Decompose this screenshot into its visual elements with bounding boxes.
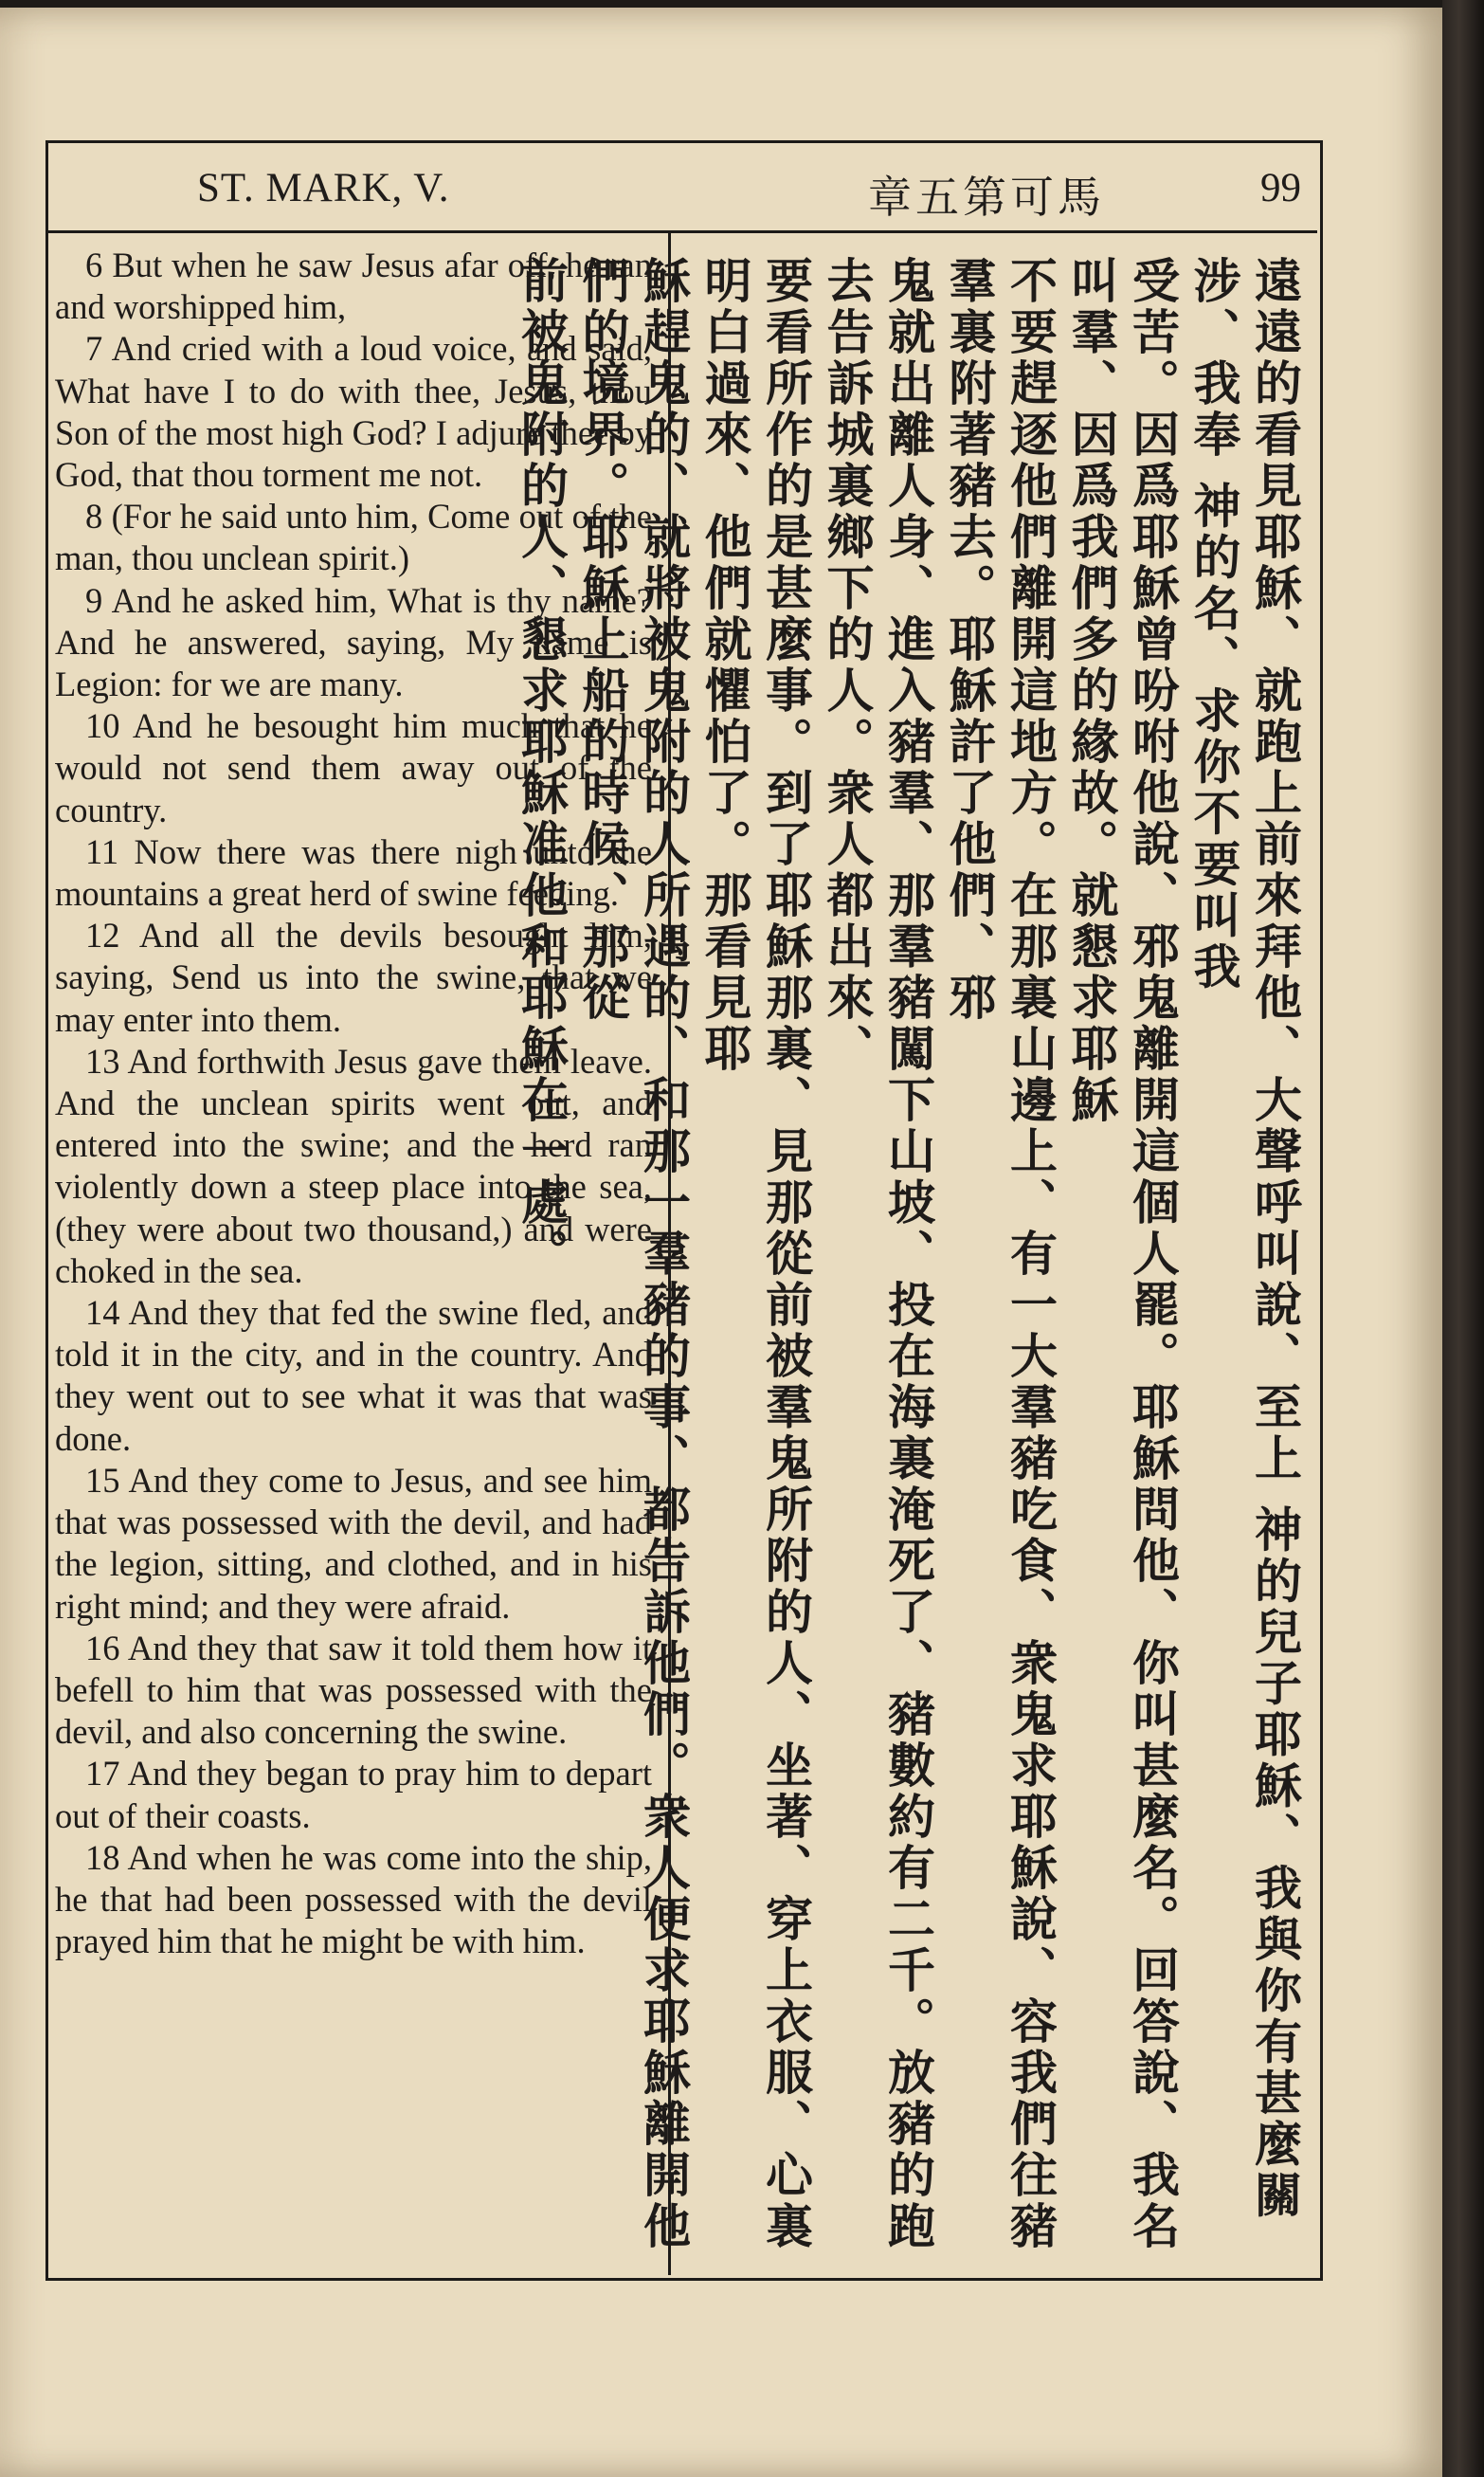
chinese-line: 鬼就出離人身、進入豬羣、那羣豬闖下山坡、投在海裏淹死了、豬數約有二千。放豬的跑去告訴城裏鄉下的人。衆人都出來、 bbox=[819, 256, 935, 2252]
verse-6: 6 But when he saw Jesus afar off, he ran and worshipped him, bbox=[55, 246, 652, 327]
page-number: 99 bbox=[1260, 166, 1301, 210]
chinese-line: 前被鬼附的人、懇求耶穌准他和耶穌在一處。 bbox=[514, 256, 569, 1280]
verse-8: 8 (For he said unto him, Come out of the man, thou unclean spirit.) bbox=[55, 497, 652, 578]
verse-18: 18 And when he was come into the ship, he that had been possessed with the devil prayed him that he might be with him. bbox=[55, 1837, 652, 1961]
chinese-line: 穌趕鬼的、就將被鬼附的人所遇的、和那一羣豬的事、都告訴他們。衆人便求耶穌離開他們的境界。耶穌上船的時候、那從 bbox=[574, 256, 691, 2252]
verse-11: 11 Now there was there nigh unto the mountains a great herd of swine feeding. bbox=[55, 831, 652, 914]
header-cjk-title: 章五第可馬 bbox=[868, 172, 1105, 223]
chinese-column bbox=[514, 256, 1305, 2256]
verse-10: 10 And he besought him much that he would not send them away out of the country. bbox=[55, 706, 652, 829]
chinese-line: 不要趕逐他們離開這地方。在那裏山邊上、有一大羣豬吃食、衆鬼求耶穌說、容我們往豬羣裏附著豬去。耶穌許了他們、邪 bbox=[941, 256, 1058, 2252]
verse-9: 9 And he asked him, What is thy name? And he answered, saying, My name is Legion: for we are many. bbox=[55, 580, 652, 704]
chinese-line: 受苦。因爲耶穌曾吩咐他說、邪鬼離開這個人罷。耶穌問他、你叫甚麼名。回答說、我名叫羣、因爲我們多的緣故。就懇求耶穌 bbox=[1063, 256, 1180, 2252]
running-header bbox=[45, 140, 1317, 233]
verse-16: 16 And they that saw it told them how it befell to him that was possessed with the devil, and also concerning the swine. bbox=[55, 1628, 652, 1752]
chinese-line: 遠遠的看見耶穌、就跑上前來拜他、大聲呼叫說、至上 神的兒子耶穌、我與你有甚麼關涉、我奉 神的名、求你不要叫我 bbox=[1185, 256, 1302, 2222]
verse-7: 7 And cried with a loud voice, and said, What have I to do with thee, Jesus, thou Son of the most high God? I adjure thee by God, that thou torment me not. bbox=[55, 329, 652, 495]
verse-12: 12 And all the devils besought him, saying, Send us into the swine, that we may enter into them. bbox=[55, 916, 652, 1039]
verse-15: 15 And they come to Jesus, and see him that was possessed with the devil, and had the legion, sitting, and clothed, and in his right mind; and they were afraid. bbox=[55, 1460, 652, 1626]
verse-14: 14 And they that fed the swine fled, and told it in the city, and in the country. And they went out to see what it was that was done. bbox=[55, 1293, 652, 1458]
book-spine-edge bbox=[1442, 0, 1484, 2477]
verse-13: 13 And forthwith Jesus gave them leave. And the unclean spirits went out, and entered into the swine; and the herd ran violently down a steep place into the sea, (they were about two thousand,) and were choked in the sea. bbox=[55, 1041, 652, 1290]
header-title: ST. MARK, V. bbox=[197, 166, 450, 210]
verse-17: 17 And they began to pray him to depart out of their coasts. bbox=[55, 1754, 652, 1835]
chinese-line: 要看所作的是甚麼事。到了耶穌那裏、見那從前被羣鬼所附的人、坐著、穿上衣服、心裏明白過來、他們就懼怕了。那看見耶 bbox=[697, 256, 813, 2252]
